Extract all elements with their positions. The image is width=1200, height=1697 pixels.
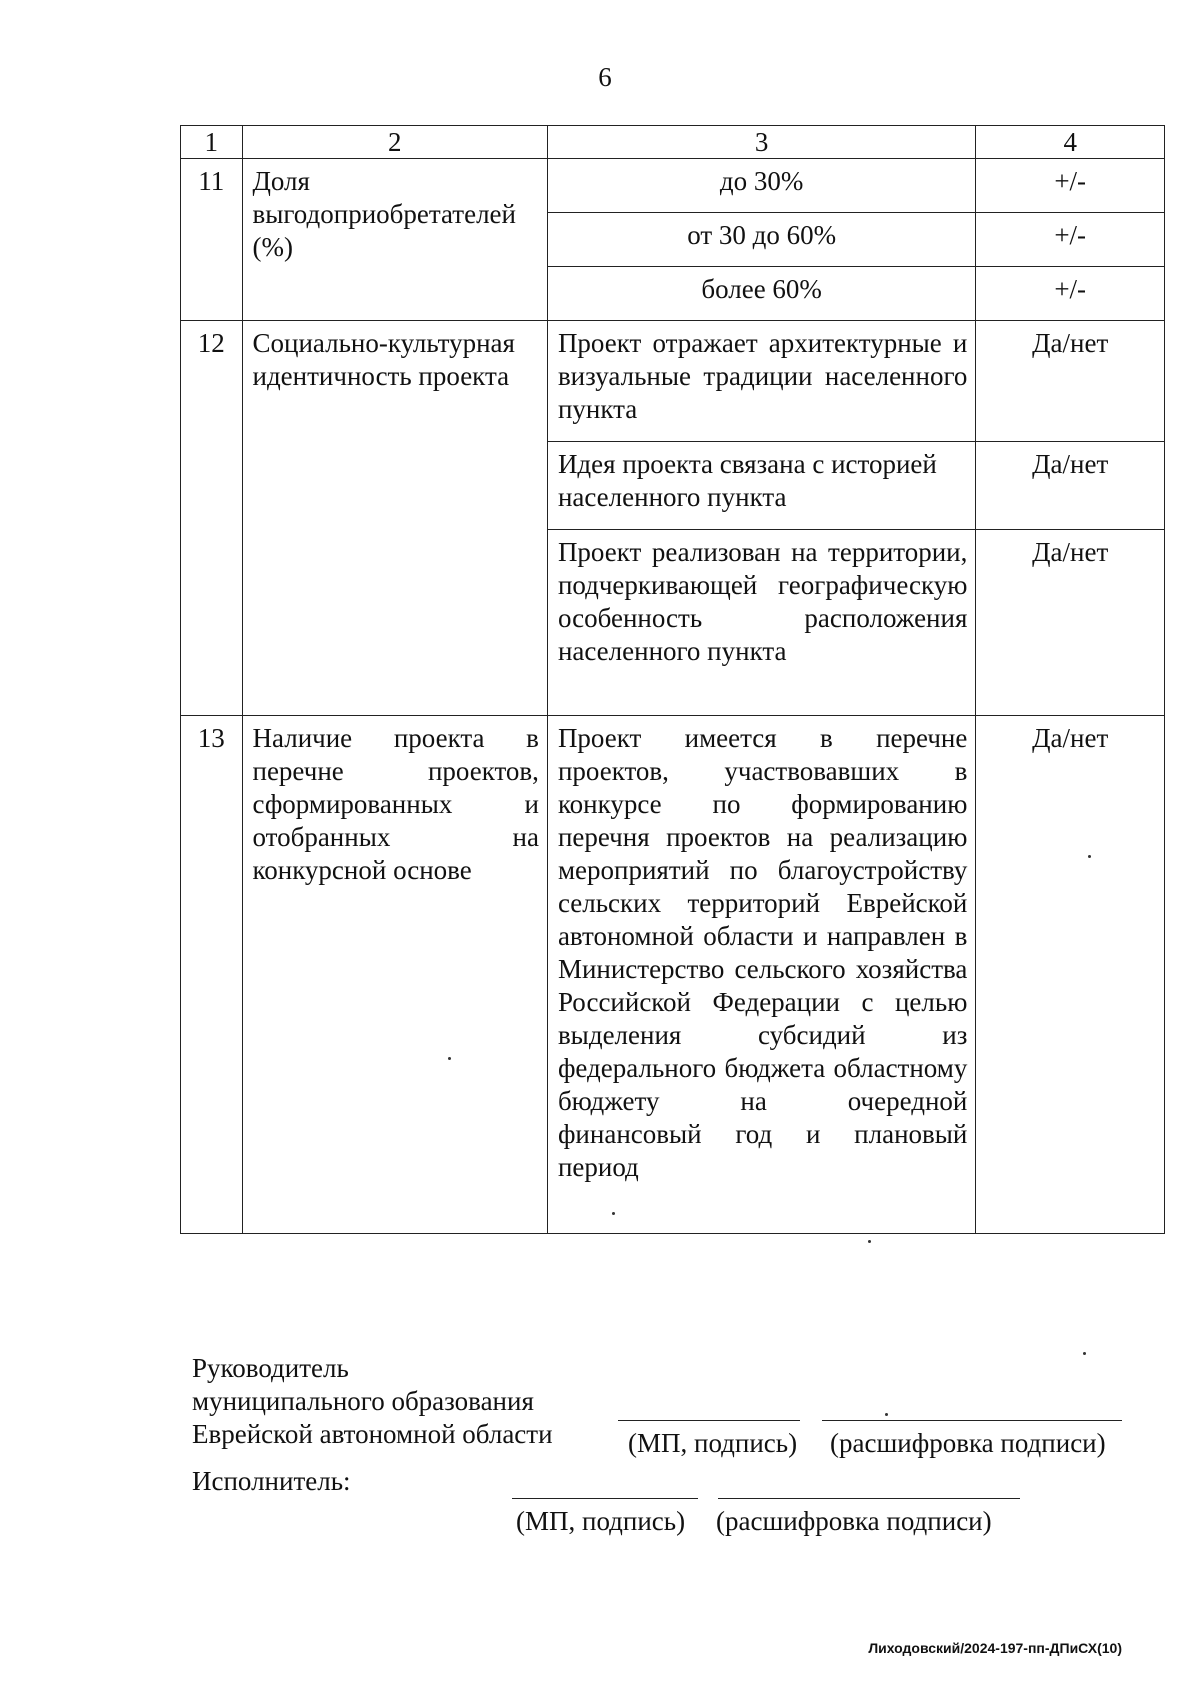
file-reference: Лиходовский/2024-197-пп-ДПиСХ(10) (868, 1640, 1122, 1656)
option-value: +/- (976, 267, 1165, 321)
scan-speck (1088, 855, 1091, 858)
scan-speck (1083, 1352, 1086, 1355)
executor-label: Исполнитель: (192, 1466, 351, 1496)
signatory-line: Еврейской автономной области (192, 1419, 553, 1449)
option-value: Да/нет (976, 716, 1165, 1234)
table-row (181, 159, 1165, 213)
option-desc: Проект отражает архитектурные и визуальные традиции населенного пункта (547, 321, 975, 442)
option-desc: от 30 до 60% (547, 213, 975, 267)
option-value: Да/нет (976, 530, 1165, 716)
decode-caption: (расшифровка подписи) (716, 1506, 992, 1536)
row-number: 12 (181, 321, 243, 716)
signatory-line: муниципального образования (192, 1386, 534, 1416)
criterion-line: Доля (252, 166, 310, 196)
option-desc: более 60% (547, 267, 975, 321)
scan-speck (448, 1057, 451, 1060)
scan-speck (885, 1413, 888, 1416)
option-value: Да/нет (976, 442, 1165, 530)
signature-line (618, 1420, 800, 1421)
signatory-block (192, 1352, 553, 1451)
stamp-caption: (МП, подпись) (516, 1506, 686, 1536)
header-cell: 2 (242, 126, 547, 159)
criterion-cell (242, 159, 547, 321)
header-cell: 1 (181, 126, 243, 159)
signatory-line: Руководитель (192, 1353, 349, 1383)
stamp-caption: (МП, подпись) (628, 1428, 798, 1458)
option-desc: Проект реализован на территории, подчеркивающей географическую особенность расположения населенного пункта (547, 530, 975, 716)
criterion-cell: Социально-культурная идентичность проекта (242, 321, 547, 716)
page-number: 6 (598, 62, 612, 92)
option-value: +/- (976, 213, 1165, 267)
table-header-row (181, 126, 1165, 159)
option-desc: Проект имеется в перечне проектов, участвовавших в конкурсе по формированию перечня проектов на реализацию мероприятий по благоустройству сельских территорий Еврейской автономной области и направлен в Министерство сельского хозяйства Российской Федерации с целью выделения субсидий из федерального бюджета областному бюджету на очередной финансовый год и плановый период (547, 716, 975, 1234)
signature-decode-line (718, 1498, 1020, 1499)
header-cell: 3 (547, 126, 975, 159)
header-cell: 4 (976, 126, 1165, 159)
criterion-line: выгодоприобретателей (252, 199, 516, 229)
criterion-line: (%) (252, 232, 293, 262)
table-row (181, 716, 1165, 1234)
signature-decode-line (822, 1420, 1122, 1421)
option-desc: Идея проекта связана с историей населенного пункта (547, 442, 975, 530)
option-value: +/- (976, 159, 1165, 213)
criteria-table (180, 125, 1165, 1234)
scan-speck (612, 1212, 615, 1215)
row-number: 11 (181, 159, 243, 321)
option-value: Да/нет (976, 321, 1165, 442)
option-desc: до 30% (547, 159, 975, 213)
criterion-cell: Наличие проекта в перечне проектов, сформированных и отобранных на конкурсной основе (242, 716, 547, 1234)
row-number: 13 (181, 716, 243, 1234)
decode-caption: (расшифровка подписи) (830, 1428, 1106, 1458)
table-row (181, 321, 1165, 442)
scan-speck (868, 1240, 871, 1243)
signature-line (512, 1498, 698, 1499)
